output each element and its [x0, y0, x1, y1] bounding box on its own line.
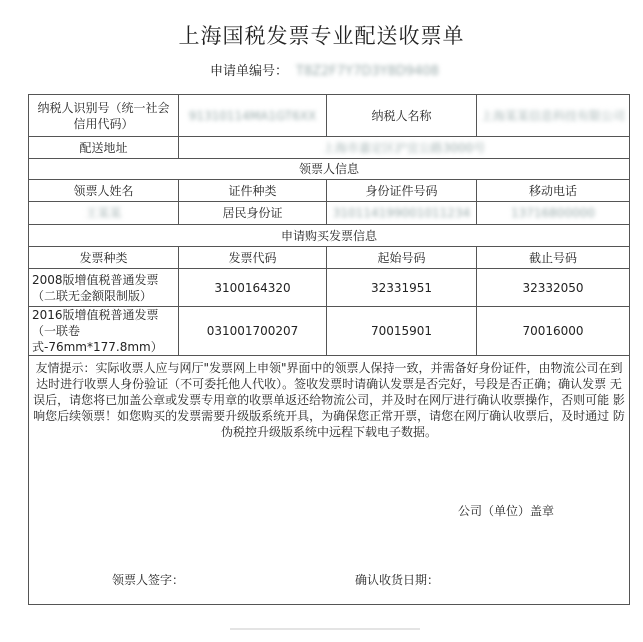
invoice-row: [29, 307, 630, 356]
recipient-header-row: [29, 180, 630, 202]
notice-row: [29, 356, 630, 605]
application-number-value: T8Z2F7Y7D3Y8D9408: [296, 64, 439, 79]
invoice-start-number: 32331951: [327, 269, 477, 307]
address-label: 配送地址: [29, 137, 179, 159]
invoice-col-type: 发票种类: [29, 247, 179, 269]
taxpayer-id-value: 91310114MA1GT6XX: [179, 95, 327, 137]
taxpayer-name-label: 纳税人名称: [327, 95, 477, 137]
recipient-col-id-type: 证件种类: [179, 180, 327, 202]
invoice-col-start: 起始号码: [327, 247, 477, 269]
notice-text: 友情提示：实际收票人应与网厅"发票网上申领"界面中的领票人保持一致，并需备好身份证件，由物流公司在到达时进行收票人身份验证（不可委托他人代收）。签收发票时请确认发票是否完好，号段是否正确；确认发票 无误后，请您将已加盖公章或发票专用章的收票单返还给物流公司，并及时在网厅进行确认收票操作，否则可能 影响您后续领票！如您购买的发票需要升级版系统开具，为确保您正常开票，请您在网厅确认收票后，及时通过 防伪税控升级版系统中远程下载电子数据。: [33, 361, 625, 439]
bottom-divider: [230, 628, 420, 630]
delivery-form-table: [28, 94, 630, 605]
recipient-id-type: 居民身份证: [179, 202, 327, 225]
page-title: 上海国税发票专业配送收票单: [178, 24, 465, 48]
invoice-type: 2016版增值税普通发票（一联卷式-76mm*177.8mm）: [29, 307, 179, 356]
invoice-section-header: [29, 225, 630, 247]
recipient-name: 王某某: [29, 202, 179, 225]
company-stamp-label: 公司（单位）盖章: [458, 504, 555, 518]
invoice-section-title: 申请购买发票信息: [29, 225, 630, 247]
invoice-start-number: 70015901: [327, 307, 477, 356]
recipient-phone: 13716800000: [477, 202, 630, 225]
recipient-id-number: 310114199001011234: [327, 202, 477, 225]
recipient-data-row: [29, 202, 630, 225]
recipient-col-id-number: 身份证件号码: [327, 180, 477, 202]
invoice-header-row: [29, 247, 630, 269]
recipient-col-name: 领票人姓名: [29, 180, 179, 202]
invoice-col-end: 截止号码: [477, 247, 630, 269]
notice-cell: [29, 356, 630, 605]
invoice-code: 031001700207: [179, 307, 327, 356]
invoice-code: 3100164320: [179, 269, 327, 307]
invoice-type: 2008版增值税普通发票（二联无金额限制版）: [29, 269, 179, 307]
taxpayer-row: [29, 95, 630, 137]
application-number-label: 申请单编号：: [210, 64, 289, 79]
invoice-end-number: 32332050: [477, 269, 630, 307]
recipient-section-header: [29, 159, 630, 180]
invoice-col-code: 发票代码: [179, 247, 327, 269]
recipient-section-title: 领票人信息: [29, 159, 630, 180]
address-value: 上海市嘉定区沪宜公路3000号: [179, 137, 630, 159]
recipient-col-phone: 移动电话: [477, 180, 630, 202]
invoice-end-number: 70016000: [477, 307, 630, 356]
recipient-signature-label: 领票人签字：: [112, 573, 185, 587]
invoice-row: [29, 269, 630, 307]
taxpayer-name-value: 上海某某信息科技有限公司: [477, 95, 630, 137]
taxpayer-id-label: 纳税人识别号（统一社会信用代码）: [29, 95, 179, 137]
address-row: [29, 137, 630, 159]
application-number: [210, 60, 439, 79]
receipt-date-label: 确认收货日期：: [355, 573, 440, 587]
